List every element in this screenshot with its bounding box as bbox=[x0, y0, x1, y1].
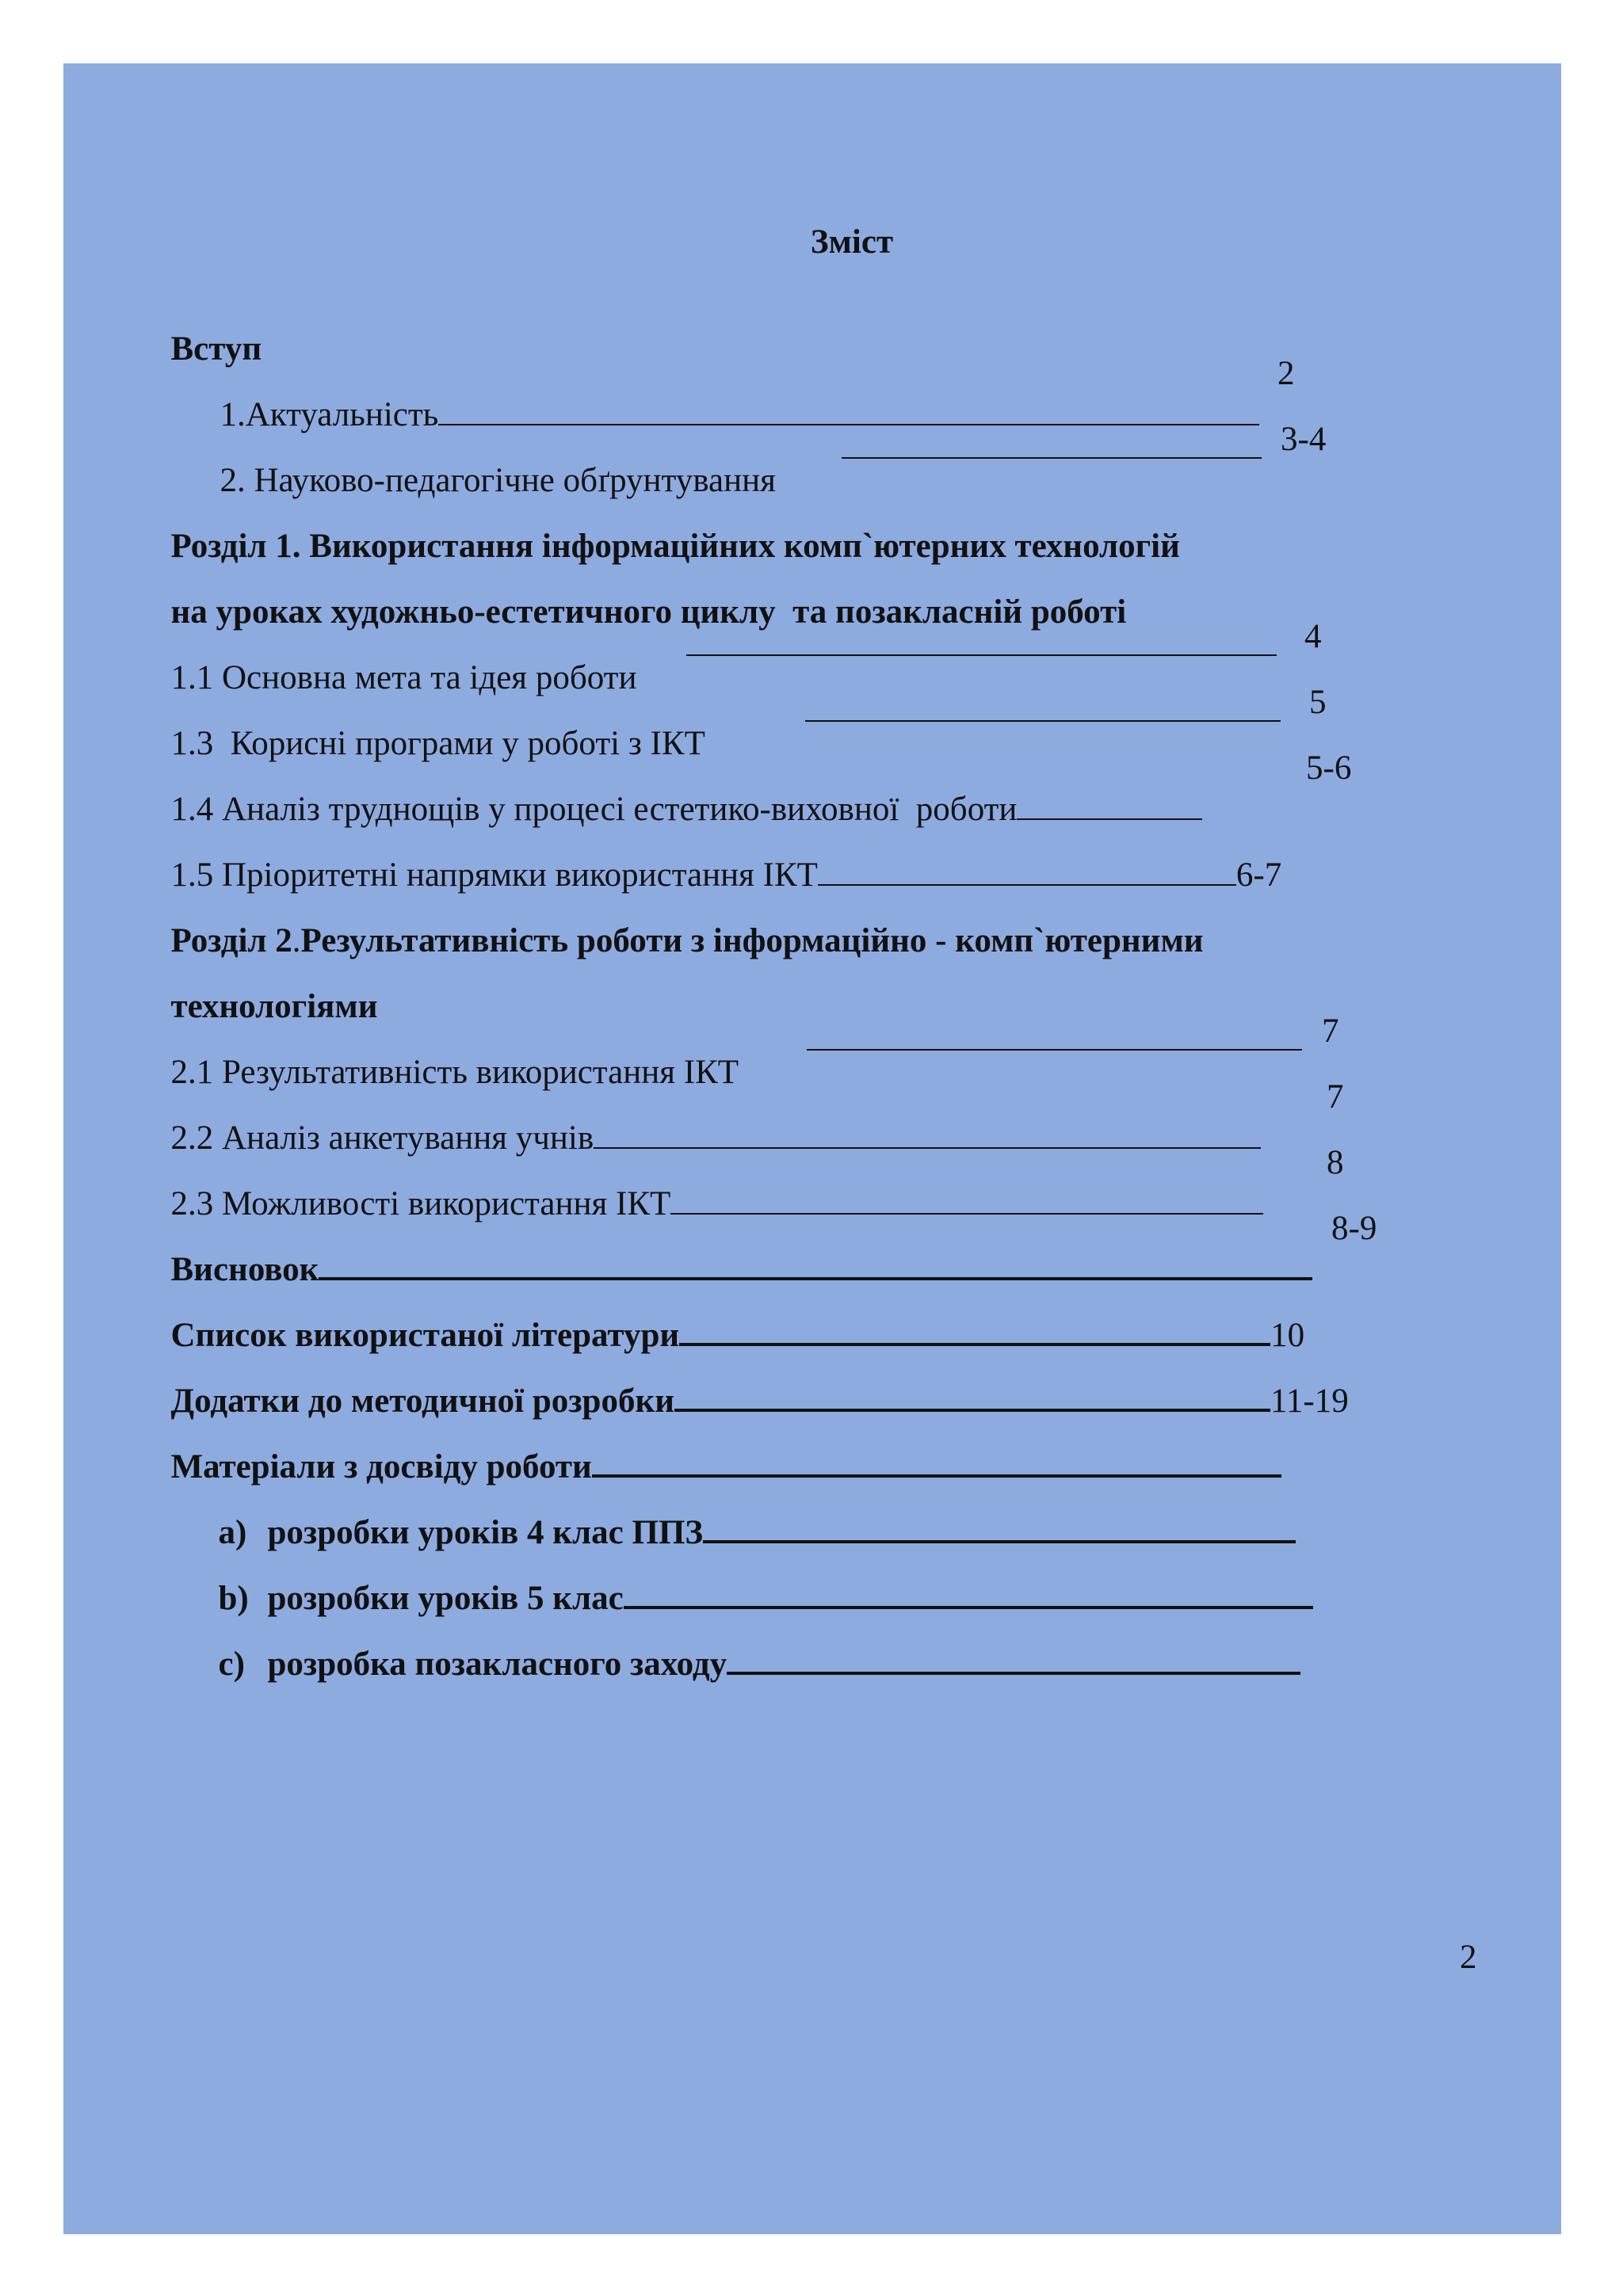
page-number: 2 bbox=[1460, 1939, 1477, 1976]
toc-entry-label: розробки уроків 4 клас ППЗ bbox=[267, 1514, 704, 1551]
toc-entry-label: 2.3 Можливості використання ІКТ bbox=[170, 1185, 671, 1222]
toc-title: Зміст bbox=[810, 223, 894, 261]
toc-page-number: 10 bbox=[1270, 1317, 1305, 1354]
toc-entry-label: 1.Актуальність bbox=[220, 396, 439, 433]
toc-page-number: 7 bbox=[1322, 1013, 1339, 1050]
toc-page-number: 2 bbox=[1277, 355, 1295, 392]
list-marker: c) bbox=[218, 1646, 245, 1683]
toc-entry-label: Список використаної літератури bbox=[170, 1317, 680, 1354]
toc-page-number: 7 bbox=[1327, 1078, 1344, 1116]
toc-entry-label: розробки уроків 5 клас bbox=[267, 1580, 624, 1617]
toc-entry-label: 2.2 Аналіз анкетування учнів bbox=[170, 1119, 594, 1157]
toc-entry-label: на уроках художньо-естетичного циклу та позакласній роботі bbox=[170, 593, 1127, 631]
toc-leader-line bbox=[842, 456, 1262, 459]
toc-page-number: 8-9 bbox=[1331, 1210, 1377, 1247]
list-marker: b) bbox=[218, 1580, 249, 1617]
toc-entry-label: розробка позакласного заходу bbox=[267, 1646, 727, 1683]
toc-entry-label: 1.1 Основна мета та ідея роботи bbox=[170, 659, 637, 696]
toc-section-dot: . bbox=[292, 922, 301, 959]
toc-page-number: 5 bbox=[1309, 684, 1327, 721]
toc-leader-line bbox=[805, 719, 1281, 722]
toc-page-number: 11-19 bbox=[1270, 1383, 1349, 1420]
toc-entry-label: 1.4 Аналіз труднощів у процесі естетико-виховної роботи bbox=[170, 791, 1018, 828]
toc-entry-label: Матеріали з досвіду роботи bbox=[170, 1448, 592, 1486]
toc-entry-label: Вступ bbox=[170, 330, 262, 368]
toc-entry-label: Висновок bbox=[170, 1251, 319, 1288]
toc-page-number: 8 bbox=[1327, 1144, 1344, 1181]
toc-entry-label: Розділ 1. Використання інформаційних комп`ютерних технологій bbox=[170, 528, 1180, 565]
toc-page-number: 6-7 bbox=[1235, 856, 1282, 894]
toc-entry-label: 1.5 Пріоритетні напрямки використання ІКТ bbox=[170, 856, 818, 894]
toc-entry-label: Результативність роботи з інформаційно - комп`ютерними bbox=[300, 922, 1204, 959]
toc-leader-line bbox=[807, 1048, 1302, 1051]
toc-entry-label: технологіями bbox=[170, 988, 378, 1025]
list-marker: a) bbox=[218, 1514, 247, 1551]
toc-page-number: 5-6 bbox=[1306, 749, 1352, 787]
toc-entry-label: 2.1 Результативність використання ІКТ bbox=[170, 1054, 739, 1091]
toc-section-prefix: Розділ 2 bbox=[170, 922, 292, 959]
toc-entry-label: Додатки до методичної розробки bbox=[170, 1383, 675, 1420]
toc-entry-label: 1.3 Корисні програми у роботі з ІКТ bbox=[170, 725, 705, 762]
toc-subentry-c bbox=[201, 1603, 1300, 1685]
toc-entry-label: 2. Науково-педагогічне обґрунтування bbox=[220, 462, 776, 499]
toc-page-number: 3-4 bbox=[1281, 421, 1327, 458]
toc-leader-line bbox=[686, 654, 1277, 656]
toc-page-number: 4 bbox=[1304, 618, 1322, 655]
toc-leader-line bbox=[727, 1671, 1300, 1675]
